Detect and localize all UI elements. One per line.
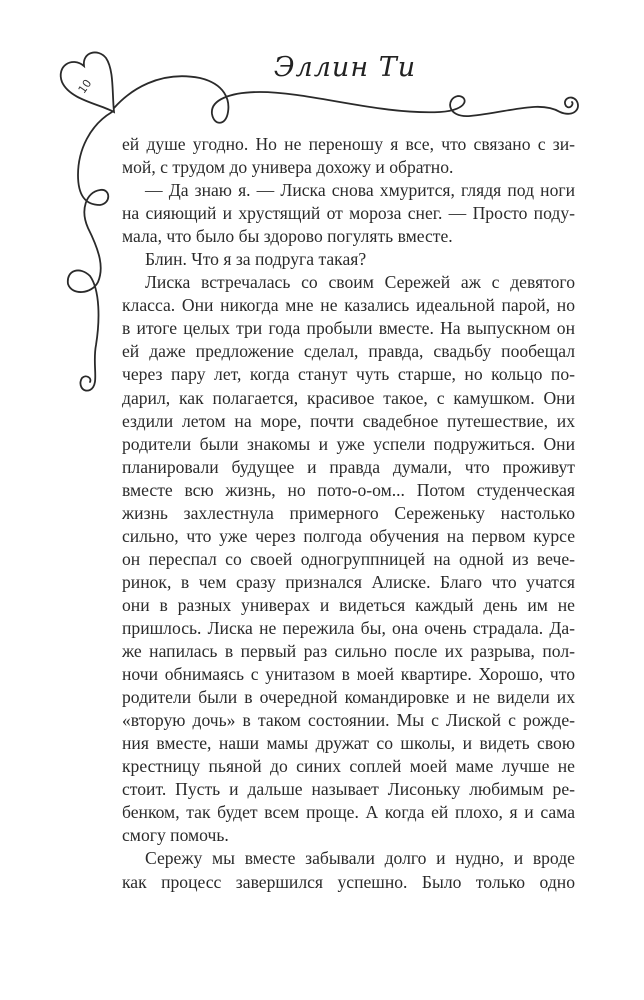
page-number: 10 [75, 77, 95, 96]
text-line: вместе всю жизнь, но пото-о-ом... Потом студенческая [122, 479, 575, 500]
text-line: как процесс завершился успешно. Было только одно [122, 871, 575, 892]
side-flourish [68, 112, 112, 391]
text-line: — Да знаю я. — Лиска снова хмурится, глядя под ноги [145, 180, 575, 201]
text-line: дарил, как полагается, красивое такое, с камушком. Они [122, 387, 575, 408]
text-line: Лиска встречалась со своим Сережей аж с девятого [145, 272, 575, 293]
text-line: планировали будущее и правда думали, что проживут [122, 456, 575, 477]
text-line: Блин. Что я за подруга такая? [145, 249, 367, 270]
text-line: мала, что было бы здорово погулять вместе. [122, 226, 453, 247]
text-line: ринок, в чем сразу признался Алиске. Благо что учатся [122, 571, 575, 592]
text-line: сильно, что уже через полгода обучения на первом курсе [122, 525, 575, 546]
running-header-author: Эллин Ти [273, 52, 417, 83]
text-line: бенком, так будет всем проще. А когда ей плохо, я и сама [122, 802, 575, 823]
text-line: ей душе угодно. Но не переношу я все, что связано с зи- [122, 134, 575, 154]
text-line: «вторую дочь» в таком состоянии. Мы с Лиской с рожде- [122, 710, 575, 731]
text-line: класса. Они никогда мне не казались идеальной парой, но [122, 295, 575, 316]
text-line: мой, с трудом до универа дохожу и обратно. [122, 157, 454, 178]
text-line: на сияющий и хрустящий от мороза снег. — Просто поду- [122, 203, 575, 224]
text-line: смогу помочь. [122, 825, 229, 846]
text-line: пришлось. Лиска не пережила бы, она очень страдала. Да- [122, 617, 575, 638]
text-line: жизнь захлестнула примерного Сереженьку настолько [122, 502, 575, 523]
text-line: Сережу мы вместе забывали долго и нудно, и вроде [145, 848, 575, 869]
text-line: ездили летом на море, почти свадебное путешествие, их [122, 410, 575, 431]
text-line: же напилась в первый раз сильно после их разрыва, пол- [122, 641, 575, 662]
text-line: родители были знакомы и уже успели подружиться. Они [122, 433, 575, 454]
text-line: стоит. Пусть и дальше называет Лисоньку любимым ре- [122, 779, 575, 800]
text-line: крестницу пьяной до синих соплей моей маме лучше не [122, 756, 575, 777]
text-line: ночи обнимаясь с унитазом в моей квартире. Хорошо, что [122, 664, 575, 685]
header-flourish [114, 76, 578, 123]
text-line: родители были в очередной командировке и не видели их [122, 687, 575, 708]
text-line: он переспал со своей одногруппницей на одной из вече- [122, 548, 575, 569]
text-line: через пару лет, когда станут чуть старше, но кольцо по- [122, 364, 575, 385]
body-text [122, 133, 575, 894]
text-line: они в разных универах и видеться каждый день им не [122, 594, 575, 615]
text-line: ей даже предложение сделал, правда, свадьбу пообещал [122, 341, 575, 362]
text-line: ния вместе, наши мамы дружат со школы, и видеть свою [122, 733, 575, 754]
text-line: в итоге целых три года пробыли вместе. На выпускном он [122, 318, 575, 339]
